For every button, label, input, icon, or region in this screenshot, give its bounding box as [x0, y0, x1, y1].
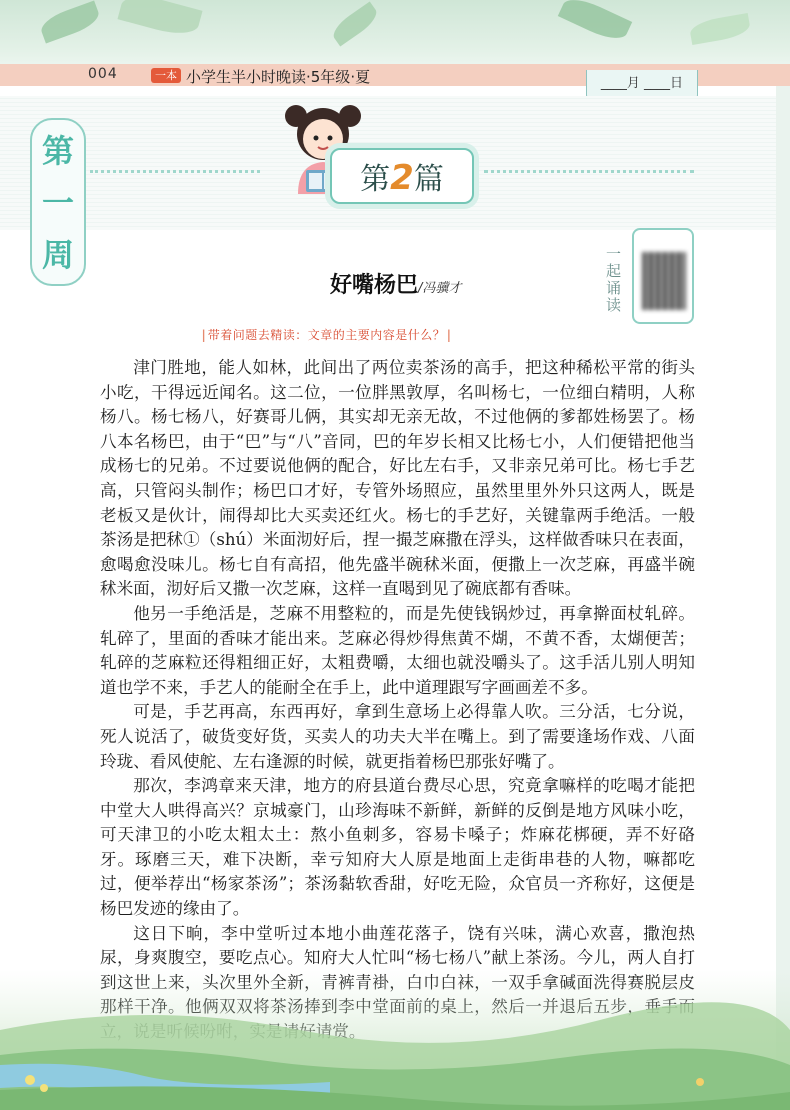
qr-code[interactable]	[642, 252, 686, 310]
chapter-prefix: 第	[360, 162, 391, 197]
brand-badge: 一本	[151, 68, 181, 83]
date-field: ____月 ____日	[586, 70, 698, 101]
article-body	[100, 356, 695, 1045]
series-title: 小学生半小时晚读·5年级·夏	[186, 68, 371, 86]
article-author: 冯骥才	[422, 281, 462, 296]
qr-label: 一起诵读	[606, 245, 622, 314]
divider-right	[484, 170, 694, 177]
paragraph-1: 津门胜地，能人如林，此间出了两位卖茶汤的高手，把这种稀松平常的街头小吃，干得远近闻名。这二位，一位胖黑敦厚，名叫杨七，一位细白精明，人称杨八。杨七杨八，好赛哥儿俩，其实却无亲无故，不过他俩的爹都姓杨罢了。杨八本名杨巴，由于“巴”与“八”音同，巴的年岁长相又比杨七小，人们便错把他当成杨七的兄弟。不过要说他俩的配合，好比左右手，又非亲兄弟可比。杨七手艺高，只管闷头制作；杨巴口才好，专管外场照应，虽然里里外外只这两人，既是老板又是伙计，闹得却比大买卖还红火。杨七的手艺好，关键靠两手绝活。一般茶汤是把秫①（shú）米面沏好后，捏一撮芝麻撒在浮头，这样做香味只在表面，愈喝愈没味儿。杨七自有高招，他先盛半碗秫米面，便撒上一次芝麻，再盛半碗秫米面，沏好后又撒一次芝麻，这样一直喝到见了碗底都有香味。	[100, 358, 695, 599]
guiding-question-text: 带着问题去精读：文章的主要内容是什么？	[207, 328, 446, 342]
week-char-3: 周	[41, 236, 74, 274]
page-number: 004	[88, 66, 118, 82]
top-illustration	[0, 0, 790, 70]
week-char-2: 一	[41, 184, 74, 222]
paragraph-2: 他另一手绝活是，芝麻不用整粒的，而是先使钱锅炒过，再拿擀面杖轧碎。轧碎了，里面的香味才能出来。芝麻必得炒得焦黄不煳，不黄不香，太煳便苦；轧碎的芝麻粒还得粗细正好，太粗费嚼，太细也就没嚼头了。这手活儿别人明知道也学不来，手艺人的能耐全在手上，此中道理跟写字画画差不多。	[100, 603, 695, 697]
week-char-1: 第	[41, 132, 74, 170]
chapter-suffix: 篇	[413, 162, 444, 197]
paragraph-3: 可是，手艺再高，东西再好，拿到生意场上必得靠人吹。三分活，七分说，死人说活了，破货变好货，买卖人的功夫大半在嘴上。到了需要逢场作戏、八面玲珑、看风使舵、左右逢源的时候，就更指着杨巴那张好嘴了。	[100, 702, 695, 771]
paragraph-5: 这日下晌，李中堂听过本地小曲莲花落子，饶有兴味，满心欢喜，撒泡热尿，身爽腹空，要吃点心。知府大人忙叫“杨七杨八”献上茶汤。今儿，两人自打	[100, 923, 695, 968]
chapter-badge	[330, 148, 474, 204]
chapter-number: 2	[390, 158, 414, 198]
paragraph-4: 那次，李鸿章来天津，地方的府县道台费尽心思，究竟拿嘛样的吃喝才能把中堂大人哄得高兴？京城豪门，山珍海味不新鲜，新鲜的反倒是地方风味小吃，可天津卫的小吃太粗太土：熬小鱼刺多，容易卡嗓子；炸麻花梆硬，弄不好硌牙。琢磨三天，难下决断，幸亏知府大人原是地面上走街串巷的人物，嘛都吃过，便举荐出“杨家茶汤”；茶汤黏软香甜，好吃无险，众官员一齐称好，这便是杨巴发迹的缘由了。	[100, 776, 695, 919]
guiding-question	[200, 326, 453, 343]
article-title: 好嘴杨巴/冯骥才	[330, 273, 462, 298]
week-label	[30, 118, 86, 286]
divider-left	[90, 170, 260, 177]
bottom-landscape-illustration	[0, 970, 790, 1110]
article-title-text: 好嘴杨巴	[330, 273, 419, 298]
